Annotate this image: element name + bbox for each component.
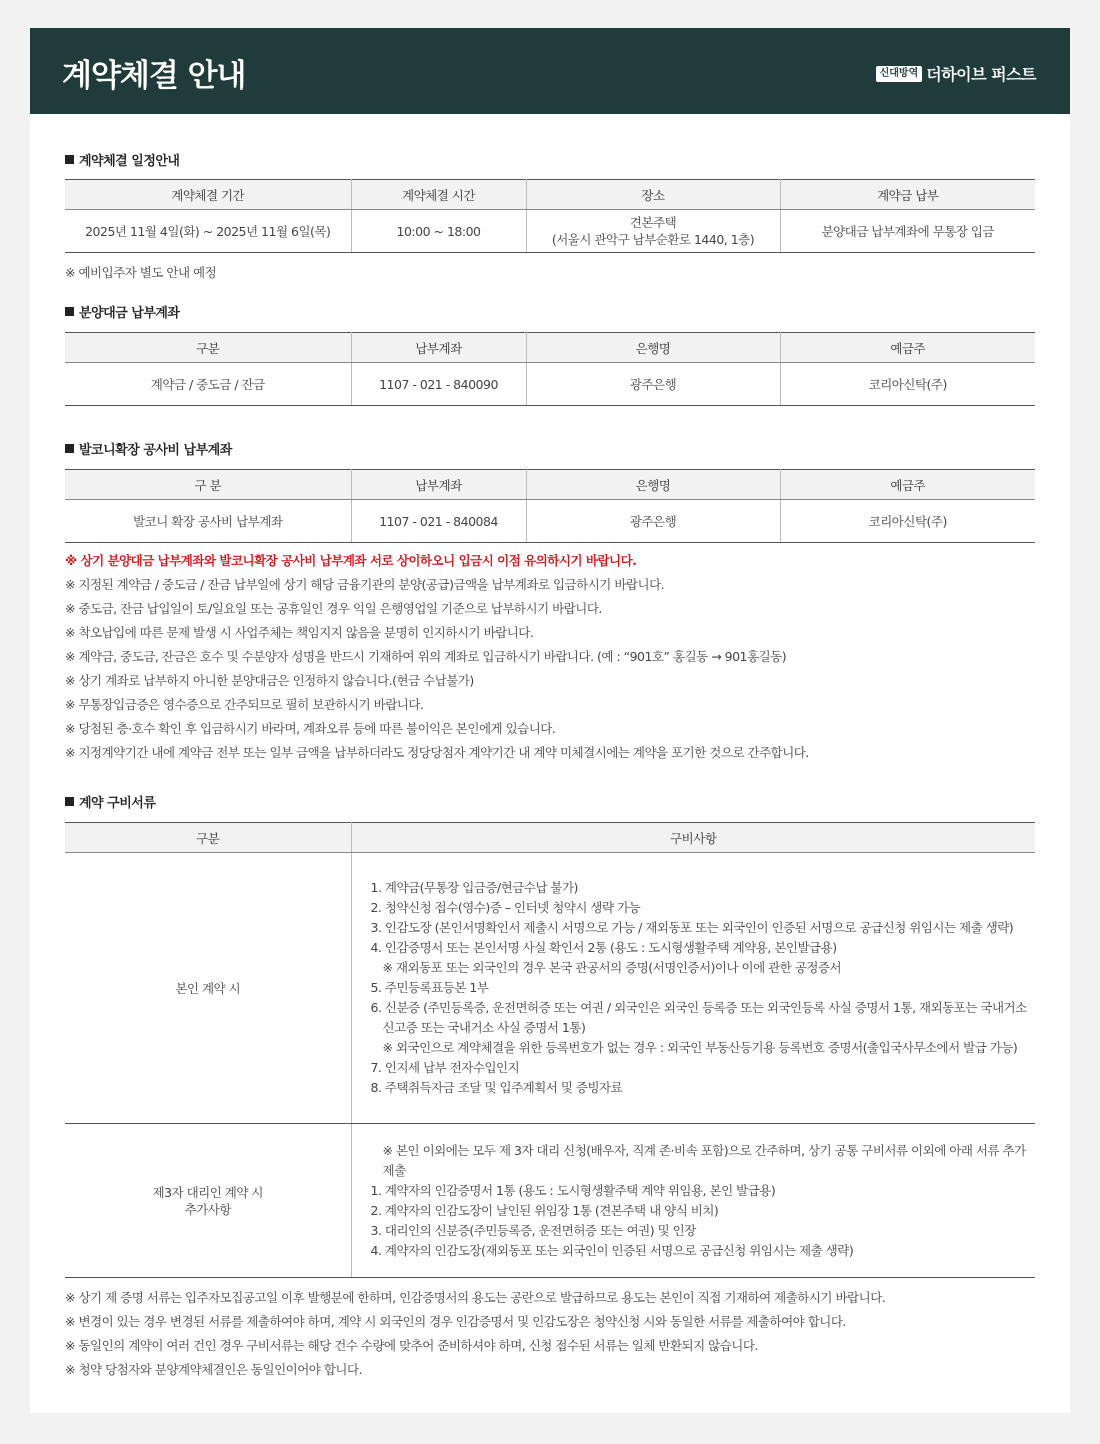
note-item: ※ 당첨된 층·호수 확인 후 입금하시기 바라며, 계좌오류 등에 따른 불이익은 본인에게 있습니다. <box>65 721 556 736</box>
doc-item: 7. 인지세 납부 전자수입인지 <box>370 1060 520 1075</box>
doc-item: ※ 외국인으로 계약체결을 위한 등록번호가 없는 경우 : 외국인 부동산등기용 등록번호 증명서(출입국사무소에서 발급 가능) <box>382 1040 1018 1055</box>
column-header: 은행명 <box>526 470 780 500</box>
page <box>30 28 1070 1413</box>
column-header: 계약금 납부 <box>780 180 1035 210</box>
warning-note: ※ 상기 분양대금 납부계좌와 발코니확장 공사비 납부계좌 서로 상이하오니 입금시 이점 유의하시기 바랍니다. <box>65 553 637 568</box>
doc-item: 5. 주민등록표등본 1부 <box>370 980 489 995</box>
doc-item: 2. 계약자의 인감도장이 날인된 위임장 1통 (견본주택 내 양식 비치) <box>370 1202 719 1218</box>
table-cell: 발코니 확장 공사비 납부계좌 <box>65 500 351 543</box>
column-header: 계약체결 시간 <box>351 180 526 210</box>
doc-item: 4. 계약자의 인감도장(재외동포 또는 외국인이 인증된 서명으로 공급신청 위임시는 제출 생략) <box>370 1242 854 1258</box>
doc-item: ※ 재외동포 또는 외국인의 경우 본국 관공서의 증명(서명인증서)이나 이에 관한 공정증서 <box>382 960 842 975</box>
note-item: ※ 착오납입에 따른 문제 발생 시 사업주체는 책임지지 않음을 분명히 인지하시기 바랍니다. <box>65 625 534 640</box>
doc-item: 6. 신분증 (주민등록증, 운전면허증 또는 여권 / 외국인은 외국인 등록증 또는 외국인등록 사실 증명서 1통, 재외동포는 국내거소 <box>370 1000 1027 1015</box>
schedule-place: 견본주택 (서울시 관악구 남부순환로 1440, 1층) <box>526 210 780 253</box>
table-row <box>65 1124 1035 1278</box>
section-title-schedule: 계약체결 일정안내 <box>65 150 1035 169</box>
column-header: 장소 <box>526 180 780 210</box>
schedule-period: 2025년 11월 4일(화) ~ 2025년 11월 6일(목) <box>65 210 351 253</box>
note-item: ※ 지정된 계약금 / 중도금 / 잔금 납부일에 상기 해당 금융기관의 분양(공급)금액을 납부계좌로 입금하시기 바랍니다. <box>65 577 665 592</box>
table-row <box>65 363 1035 406</box>
brand-tag: 신대방역 <box>876 66 923 82</box>
note-item: ※ 중도금, 잔금 납입일이 토/일요일 또는 공휴일인 경우 익일 은행영업일 기준으로 납부하시기 바랍니다. <box>65 601 602 616</box>
section-title-balcony-account: 발코니확장 공사비 납부계좌 <box>65 439 1035 458</box>
self-contract-docs <box>351 853 1035 1124</box>
schedule-note: ※ 예비입주자 별도 안내 예정 <box>65 265 217 280</box>
schedule-table <box>65 179 1035 253</box>
schedule-payment: 분양대금 납부계좌에 무통장 입금 <box>780 210 1035 253</box>
documents-table <box>65 822 1035 1278</box>
table-cell: 코리아신탁(주) <box>780 363 1035 406</box>
balcony-account-table <box>65 469 1035 543</box>
doc-item: 2. 청약신청 접수(영수)증 – 인터넷 청약시 생략 가능 <box>370 900 641 915</box>
table-header-row <box>65 823 1035 853</box>
note-item: ※ 계약금, 중도금, 잔금은 호수 및 수분양자 성명을 반드시 기재하여 위의 계좌로 입금하시기 바랍니다. (예 : “901호” 홍길동 → 901홍길동) <box>65 649 787 664</box>
note-item: ※ 지정계약기간 내에 계약금 전부 또는 일부 금액을 납부하더라도 정당당첨자 계약기간 내 계약 미체결시에는 계약을 포기한 것으로 간주합니다. <box>65 745 809 760</box>
table-row <box>65 500 1035 543</box>
header-bar <box>30 28 1070 114</box>
column-header: 납부계좌 <box>351 470 526 500</box>
section-title-sale-account: 분양대금 납부계좌 <box>65 302 1035 321</box>
note-item: ※ 청약 당첨자와 분양계약체결인은 동일인이어야 합니다. <box>65 1362 363 1377</box>
doc-item: 8. 주택취득자금 조달 및 입주계획서 및 증빙자료 <box>370 1080 623 1095</box>
table-row <box>65 210 1035 253</box>
column-header: 납부계좌 <box>351 333 526 363</box>
table-header-row <box>65 180 1035 210</box>
doc-item: ※ 본인 이외에는 모두 제 3자 대리 신청(배우자, 직계 존·비속 포함)으로 간주하며, 상기 공통 구비서류 이외에 아래 서류 추가 제출 <box>382 1142 1026 1178</box>
doc-item: 신고증 또는 국내거소 사실 증명서 1통) <box>382 1020 586 1035</box>
self-contract-label: 본인 계약 시 <box>65 853 351 1124</box>
section-title-documents: 계약 구비서류 <box>65 792 1035 811</box>
note-item: ※ 상기 제 증명 서류는 입주자모집공고일 이후 발행분에 한하며, 인감증명서의 용도는 공란으로 발급하므로 용도는 본인이 직접 기재하여 제출하시기 바랍니다. <box>65 1290 886 1305</box>
table-header-row <box>65 470 1035 500</box>
square-bullet-icon <box>65 307 74 316</box>
doc-item: 3. 대리인의 신분증(주민등록증, 운전면허증 또는 여권) 및 인장 <box>370 1222 696 1238</box>
column-header: 구 분 <box>65 470 351 500</box>
column-header: 구비사항 <box>351 823 1035 853</box>
account-number: 1107 - 021 - 840090 <box>351 363 526 406</box>
proxy-contract-label: 제3자 대리인 계약 시 추가사항 <box>65 1124 351 1278</box>
table-cell: 광주은행 <box>526 500 780 543</box>
square-bullet-icon <box>65 155 74 164</box>
page-title: 계약체결 안내 <box>62 58 246 94</box>
column-header: 계약체결 기간 <box>65 180 351 210</box>
brand-name: 더하이브 퍼스트 <box>926 65 1036 84</box>
payment-notes <box>65 552 1035 761</box>
brand-logo <box>876 62 1036 85</box>
sale-account-table <box>65 332 1035 406</box>
doc-item: 4. 인감증명서 또는 본인서명 사실 확인서 2통 (용도 : 도시형생활주택 계약용, 본인발급용) <box>370 940 837 955</box>
table-cell: 광주은행 <box>526 363 780 406</box>
table-row <box>65 853 1035 1124</box>
account-number: 1107 - 021 - 840084 <box>351 500 526 543</box>
note-item: ※ 무통장입금증은 영수증으로 간주되므로 필히 보관하시기 바랍니다. <box>65 697 424 712</box>
column-header: 구분 <box>65 333 351 363</box>
column-header: 은행명 <box>526 333 780 363</box>
note-item: ※ 동일인의 계약이 여러 건인 경우 구비서류는 해당 건수 수량에 맞추어 준비하셔야 하며, 신청 접수된 서류는 일체 반환되지 않습니다. <box>65 1338 758 1353</box>
doc-item: 1. 계약자의 인감증명서 1통 (용도 : 도시형생활주택 계약 위임용, 본인 발급용) <box>370 1182 776 1198</box>
column-header: 예금주 <box>780 333 1035 363</box>
column-header: 구분 <box>65 823 351 853</box>
table-cell: 코리아신탁(주) <box>780 500 1035 543</box>
doc-item: 3. 인감도장 (본인서명확인서 제출시 서명으로 가능 / 재외동포 또는 외국인이 인증된 서명으로 공급신청 위임시는 제출 생략) <box>370 920 1014 935</box>
note-item: ※ 변경이 있는 경우 변경된 서류를 제출하여야 하며, 계약 시 외국인의 경우 인감증명서 및 인감도장은 청약신청 시와 동일한 서류를 제출하여야 합니다. <box>65 1314 846 1329</box>
note-item: ※ 상기 계좌로 납부하지 아니한 분양대금은 인정하지 않습니다.(현금 수납불가) <box>65 673 474 688</box>
square-bullet-icon <box>65 797 74 806</box>
table-cell: 계약금 / 중도금 / 잔금 <box>65 363 351 406</box>
doc-item: 1. 계약금(무통장 입금증/현금수납 불가) <box>370 880 578 895</box>
table-header-row <box>65 333 1035 363</box>
document-notes <box>65 1289 1035 1378</box>
column-header: 예금주 <box>780 470 1035 500</box>
square-bullet-icon <box>65 444 74 453</box>
proxy-contract-docs <box>351 1124 1035 1278</box>
schedule-time: 10:00 ~ 18:00 <box>351 210 526 253</box>
